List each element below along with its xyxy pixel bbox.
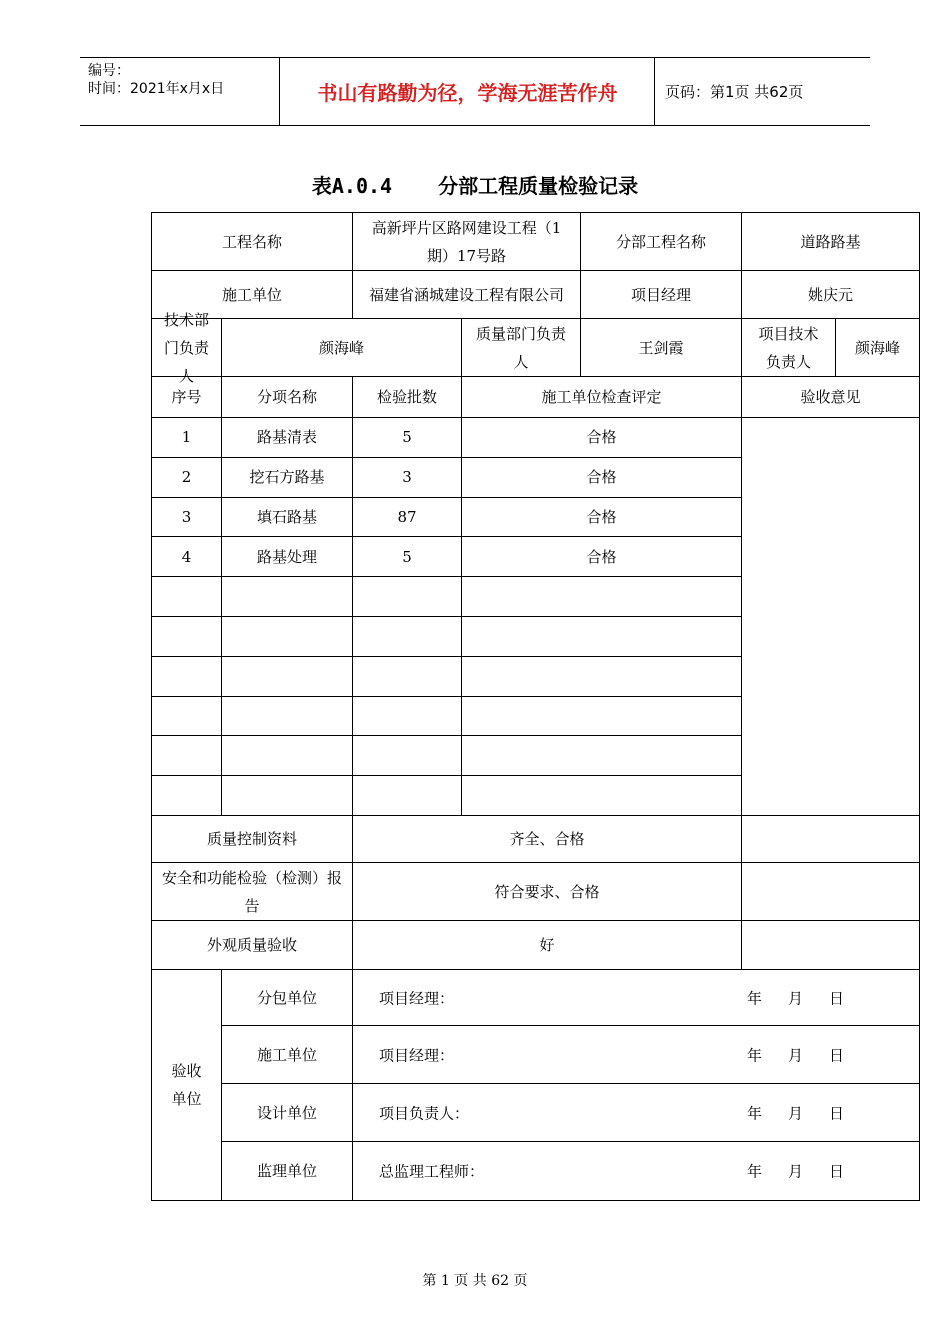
date-month: 月 — [788, 1162, 804, 1181]
signature-row — [352, 1025, 920, 1084]
acceptance-unit-name: 监理单位 — [221, 1141, 353, 1201]
signature-date — [747, 1044, 870, 1065]
date-month: 月 — [788, 989, 804, 1007]
table-row-batch — [352, 656, 462, 697]
signature-role: 项目经理： — [379, 989, 455, 1007]
table-row-batch: 3 — [352, 457, 462, 498]
table-row-seq — [151, 696, 222, 737]
contractor-value: 福建省涵城建设工程有限公司 — [352, 270, 581, 319]
division-name-value: 道路路基 — [741, 212, 920, 271]
form-name: 分部工程质量检验记录 — [438, 174, 639, 198]
table-row-seq — [151, 775, 222, 816]
table-row-batch — [352, 775, 462, 816]
signature-role: 项目负责人： — [379, 1104, 470, 1122]
pm-label: 项目经理 — [580, 270, 742, 319]
table-row-item — [221, 735, 353, 776]
header-meta — [80, 58, 280, 125]
table-row-item: 填石路基 — [221, 497, 353, 538]
acceptance-unit-label: 验收单位 — [151, 969, 222, 1201]
date-day: 日 — [829, 989, 845, 1007]
table-row-item — [221, 576, 353, 617]
appearance-value: 好 — [352, 920, 742, 970]
header-motto: 书山有路勤为径，学海无涯苦作舟 — [281, 58, 655, 125]
date-month: 月 — [788, 1104, 804, 1122]
pm-value: 姚庆元 — [741, 270, 920, 319]
table-row-evaluation: 合格 — [461, 536, 742, 577]
safety-report-label: 安全和功能检验（检测）报告 — [151, 862, 353, 921]
signature-role: 项目经理： — [379, 1046, 455, 1064]
signature-row — [352, 1083, 920, 1142]
table-row-item — [221, 616, 353, 657]
table-row-item — [221, 656, 353, 697]
table-row-evaluation: 合格 — [461, 497, 742, 538]
table-row-seq — [151, 616, 222, 657]
table-row-evaluation — [461, 616, 742, 657]
safety-report-value: 符合要求、合格 — [352, 862, 742, 921]
date-year: 年 — [747, 1104, 763, 1122]
col-header-evaluation: 施工单位检查评定 — [461, 376, 742, 418]
table-row-batch — [352, 616, 462, 657]
form-code: 表A.0.4 — [311, 174, 393, 198]
signature-date — [747, 1102, 870, 1123]
acceptance-unit-name: 施工单位 — [221, 1025, 353, 1084]
division-name-label: 分部工程名称 — [580, 212, 742, 271]
col-header-seq: 序号 — [151, 376, 222, 418]
signature-row — [352, 1141, 920, 1201]
quality-data-label: 质量控制资料 — [151, 815, 353, 863]
table-row-evaluation — [461, 656, 742, 697]
date-day: 日 — [829, 1162, 845, 1181]
table-row-evaluation: 合格 — [461, 457, 742, 498]
safety-report-opinion — [741, 862, 920, 921]
table-row-batch: 87 — [352, 497, 462, 538]
signature-date — [747, 1161, 870, 1182]
page-header — [80, 57, 870, 126]
table-row-seq: 4 — [151, 536, 222, 577]
table-row-evaluation — [461, 775, 742, 816]
table-row-evaluation — [461, 576, 742, 617]
quality-data-opinion — [741, 815, 920, 863]
col-header-opinion: 验收意见 — [741, 376, 920, 418]
contractor-label: 施工单位 — [151, 270, 353, 319]
project-tech-label: 项目技术负责人 — [741, 318, 836, 377]
quality-data-value: 齐全、合格 — [352, 815, 742, 863]
document-number: 编号： — [88, 63, 130, 79]
table-row-item — [221, 775, 353, 816]
table-row-seq: 3 — [151, 497, 222, 538]
page-footer: 第 1 页 共 62 页 — [422, 1273, 528, 1289]
acceptance-opinion-cell — [741, 417, 920, 816]
project-tech-value: 颜海峰 — [835, 318, 920, 377]
table-row-evaluation — [461, 735, 742, 776]
appearance-label: 外观质量验收 — [151, 920, 353, 970]
table-row-seq: 1 — [151, 417, 222, 458]
table-row-evaluation — [461, 696, 742, 737]
document-time: 时间：2021年x月x日 — [88, 81, 225, 97]
header-page-info: 页码：第1页 共62页 — [665, 83, 804, 101]
table-row-item: 挖石方路基 — [221, 457, 353, 498]
table-row-seq — [151, 735, 222, 776]
table-row-batch — [352, 696, 462, 737]
project-name-value: 高新坪片区路网建设工程（1期）17号路 — [352, 212, 581, 271]
table-row-item: 路基处理 — [221, 536, 353, 577]
table-row-item: 路基清表 — [221, 417, 353, 458]
table-row-batch: 5 — [352, 536, 462, 577]
quality-dept-value: 王剑霞 — [580, 318, 742, 377]
table-row-batch: 5 — [352, 417, 462, 458]
table-row-seq: 2 — [151, 457, 222, 498]
col-header-batch: 检验批数 — [352, 376, 462, 418]
date-year: 年 — [747, 1046, 763, 1064]
form-title — [0, 170, 950, 199]
table-row-batch — [352, 576, 462, 617]
table-row-seq — [151, 656, 222, 697]
tech-dept-value: 颜海峰 — [221, 318, 462, 377]
tech-dept-label: 技术部门负责人 — [151, 318, 222, 377]
col-header-item: 分项名称 — [221, 376, 353, 418]
date-year: 年 — [747, 989, 763, 1007]
signature-row — [352, 969, 920, 1026]
date-day: 日 — [829, 1046, 845, 1064]
table-row-item — [221, 696, 353, 737]
table-row-seq — [151, 576, 222, 617]
table-row-batch — [352, 735, 462, 776]
appearance-opinion — [741, 920, 920, 970]
signature-role: 总监理工程师： — [379, 1162, 485, 1181]
project-name-label: 工程名称 — [151, 212, 353, 271]
table-row-evaluation: 合格 — [461, 417, 742, 458]
acceptance-unit-name: 设计单位 — [221, 1083, 353, 1142]
acceptance-unit-name: 分包单位 — [221, 969, 353, 1026]
quality-dept-label: 质量部门负责人 — [461, 318, 581, 377]
date-month: 月 — [788, 1046, 804, 1064]
inspection-record-table — [151, 212, 919, 1200]
date-day: 日 — [829, 1104, 845, 1122]
signature-date — [747, 987, 870, 1008]
date-year: 年 — [747, 1162, 763, 1181]
